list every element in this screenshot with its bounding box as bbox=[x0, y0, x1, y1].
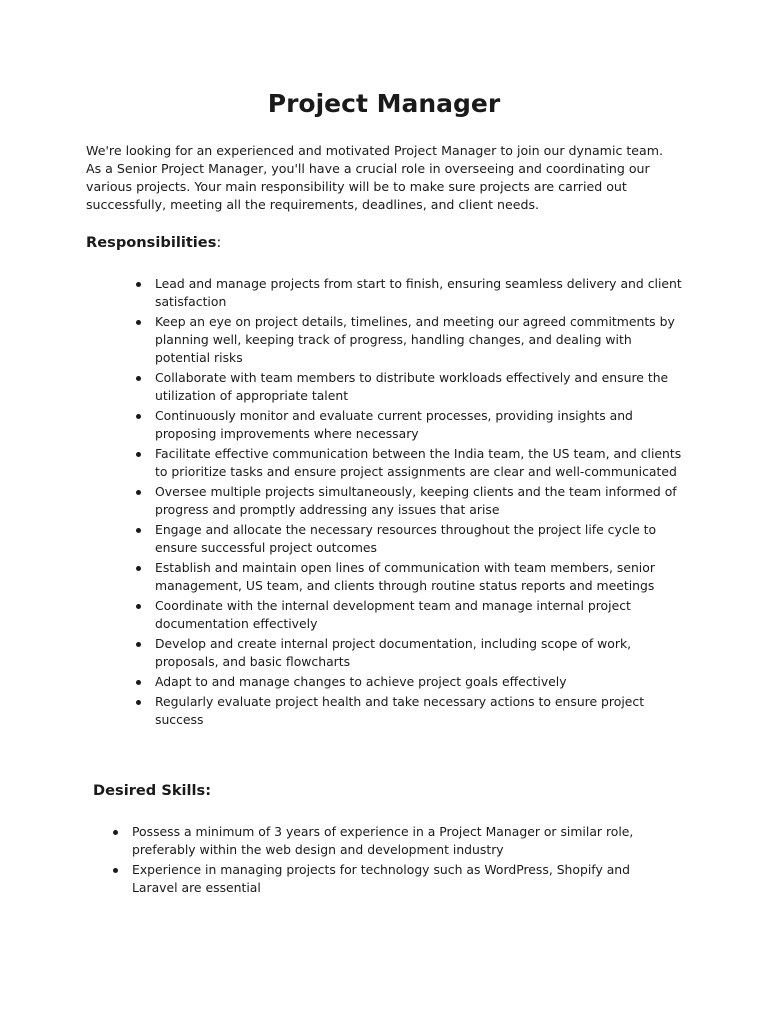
list-item-text: Continuously monitor and evaluate current processes, providing insights and proposing improvements where necessary bbox=[155, 408, 633, 441]
list-item-text: Lead and manage projects from start to finish, ensuring seamless delivery and client satisfaction bbox=[155, 276, 682, 309]
list-item bbox=[155, 635, 685, 671]
list-item bbox=[155, 407, 685, 443]
bullet-icon bbox=[136, 642, 141, 647]
bullet-icon bbox=[136, 490, 141, 495]
responsibilities-heading-colon: : bbox=[216, 234, 222, 251]
bullet-icon bbox=[136, 282, 141, 287]
list-item-text: Regularly evaluate project health and take necessary actions to ensure project success bbox=[155, 694, 645, 727]
list-item-text: Establish and maintain open lines of communication with team members, senior management, US team, and clients through routine status reports and meetings bbox=[155, 560, 655, 593]
intro-paragraph: We're looking for an experienced and motivated Project Manager to join our dynamic team. As a Senior Project Manager, you'll have a crucial role in overseeing and coordinating our various projects. Your main responsibility will be to make sure projects are carried out successfully, meeting all the requirements, deadlines, and client needs. bbox=[86, 143, 664, 212]
bullet-icon bbox=[113, 830, 118, 835]
list-item-text: Develop and create internal project documentation, including scope of work, proposals, and basic flowcharts bbox=[155, 636, 632, 669]
list-item-text: Coordinate with the internal development team and manage internal project documentation effectively bbox=[155, 598, 631, 631]
list-item bbox=[155, 559, 685, 595]
list-item-text: Experience in managing projects for technology such as WordPress, Shopify and Laravel are essential bbox=[132, 862, 631, 895]
bullet-icon bbox=[136, 680, 141, 685]
desired-skills-heading: Desired Skills: bbox=[93, 782, 212, 799]
list-item bbox=[155, 445, 685, 481]
list-item-text: Possess a minimum of 3 years of experience in a Project Manager or similar role, preferably within the web design and development industry bbox=[132, 824, 634, 857]
bullet-icon bbox=[136, 414, 141, 419]
list-item bbox=[155, 673, 685, 691]
list-item bbox=[155, 597, 685, 633]
list-item-text: Engage and allocate the necessary resources throughout the project life cycle to ensure successful project outcomes bbox=[155, 522, 657, 555]
bullet-icon bbox=[136, 320, 141, 325]
list-item bbox=[155, 693, 685, 729]
list-item bbox=[155, 369, 685, 405]
responsibilities-list bbox=[155, 275, 685, 731]
list-item-text: Facilitate effective communication between the India team, the US team, and clients to prioritize tasks and ensure project assignments are clear and well-communicated bbox=[155, 446, 682, 479]
bullet-icon bbox=[113, 868, 118, 873]
bullet-icon bbox=[136, 452, 141, 457]
bullet-icon bbox=[136, 566, 141, 571]
bullet-icon bbox=[136, 528, 141, 533]
list-item-text: Oversee multiple projects simultaneously, keeping clients and the team informed of progress and promptly addressing any issues that arise bbox=[155, 484, 677, 517]
list-item bbox=[132, 861, 647, 897]
responsibilities-heading bbox=[86, 233, 221, 253]
document-title: Project Manager bbox=[267, 89, 501, 118]
bullet-icon bbox=[136, 376, 141, 381]
list-item bbox=[155, 483, 685, 519]
desired-skills-list bbox=[132, 823, 647, 899]
list-item-text: Collaborate with team members to distribute workloads effectively and ensure the utilization of appropriate talent bbox=[155, 370, 669, 403]
bullet-icon bbox=[136, 604, 141, 609]
list-item bbox=[155, 521, 685, 557]
list-item-text: Keep an eye on project details, timelines, and meeting our agreed commitments by planning well, keeping track of progress, handling changes, and dealing with potential risks bbox=[155, 314, 675, 365]
responsibilities-heading-text: Responsibilities bbox=[86, 234, 217, 251]
list-item bbox=[155, 275, 685, 311]
list-item bbox=[132, 823, 647, 859]
list-item-text: Adapt to and manage changes to achieve project goals effectively bbox=[155, 674, 567, 689]
bullet-icon bbox=[136, 700, 141, 705]
list-item bbox=[155, 313, 685, 367]
